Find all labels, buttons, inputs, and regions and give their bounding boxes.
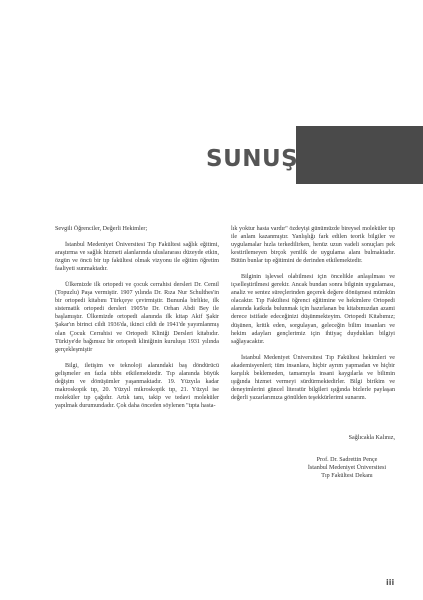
page-title: SUNUŞ bbox=[206, 146, 299, 172]
paragraph: İstanbul Medeniyet Üniversitesi Tıp Fakültesi sağlık eğitimi, araştırma ve sağlık hizmeti alanlarında uluslararası düzeyde etkin, özgün ve öncü bir tıp fakültesi olmak vizyonu ile eğitim öğretim faaliyeti sunmaktadır. bbox=[55, 242, 219, 273]
page-number: iii bbox=[386, 578, 395, 587]
paragraph: İstanbul Medeniyet Üniversitesi Tıp Fakültesi hekimleri ve akademisyenleri; tüm insanlara, hiçbir ayrım yapmadan ve hiçbir karşılık beklemeden, tamamıyla insani kaygılarla ve bilimin ışığında hizmet vermeyi sürdürmektedirler. Bilgi birikim ve deneyimlerini güncel literatür bilgileri ışığında bizlerle paylaşan değerli yazarlarımıza gönülden teşekkürlerimi sunarım. bbox=[231, 354, 395, 401]
signatory-name: Prof. Dr. Sadrettin Pençe bbox=[316, 457, 378, 463]
paragraph: lık yoktur hasta vardır" özdeyişi günümüzde bireysel moleküler tıp ile anlam kazanmıştır. Yanlışlığı fark edilen teorik bilgiler ve uygulamalar hızla terkedilirken, henüz uzun vadeli sonuçları pek kestirilemeyen birçok yenilik de uygulama alanı bulmaktadır. Bütün bunlar tıp eğitimini de derinden etkilemektedir. bbox=[231, 226, 395, 265]
signatory-institution: İstanbul Medeniyet Üniversitesi bbox=[307, 465, 387, 471]
paragraph: Bilgi, iletişim ve teknoloji alanındaki baş döndürücü gelişmeler en fazla tıbbı etkilemektedir. Tıp alanında büyük değişim ve dönüşümler yaşanmaktadır. 19. Yüzyıla kadar makroskopik tıp, 20. Yüzyıl mikroskopik tıp, 21. Yüzyıl ise moleküler tıp çağıdır. Artık tanı, takip ve tedavi moleküler yapılmak durumundadır. Çok daha önceden söylenen "tıpta hasta- bbox=[55, 362, 219, 409]
signature-block bbox=[231, 456, 395, 480]
title-decor-bar bbox=[296, 126, 423, 184]
paragraph: Bilginin işlevsel olabilmesi için öncelikle anlaşılması ve içselleştirilmesi gerekir. Ancak bundan sonra bilginin uygulaması, analiz ve sentez süreçlerinden geçerek değere dönüşmesi mümkün olacaktır. Tıp Fakültesi öğrenci eğitimine ve hekimlere Ortopedi alanında katkıda bulunmak için hazırlanan bu kitabımızdan azami derece istifade edeceğinizi düşünmekteyim. Ortopedi Kitabımız; düşünen, kritik eden, sorgulayan, geleceğin bilim insanları ve hekim adayları gençlerimiz için ihtiyaç duydukları bilgiyi sağlayacaktır. bbox=[231, 274, 395, 345]
salutation: Sevgili Öğrenciler, Değerli Hekimler; bbox=[55, 226, 148, 232]
right-column bbox=[231, 225, 395, 402]
signatory-title: Tıp Fakültesi Dekanı bbox=[321, 473, 373, 479]
paragraph: Ülkemizde ilk ortopedi ve çocuk cerrahisi dersleri Dr. Cemil (Topuzlu) Paşa vermiştir. 1907 yılında Dr. Rıza Nur Schulthes'in bir ortopedi kitabını Türkçeye çevirmiştir. Bununla birlikte, ilk sistematik ortopedi dersleri 1905'te Dr. Orhan Abdi Bey ile başlamıştır. Ülkemizde ortopedi alanında ilk kitap Akif Şakir Şakar'ın birinci cildi 1936'da, ikinci cildi de 1941'de yayımlanmış olan Çocuk Cerrahisi ve Ortopedi Kliniği Dersleri kitabıdır. Türkiye'de bağımsız bir ortopedi kliniğinin kuruluşu 1931 yılında gerçekleşmiştir bbox=[55, 282, 219, 353]
closing-regards: Sağlıcakla Kalınız, bbox=[348, 435, 395, 441]
left-column bbox=[55, 225, 219, 410]
